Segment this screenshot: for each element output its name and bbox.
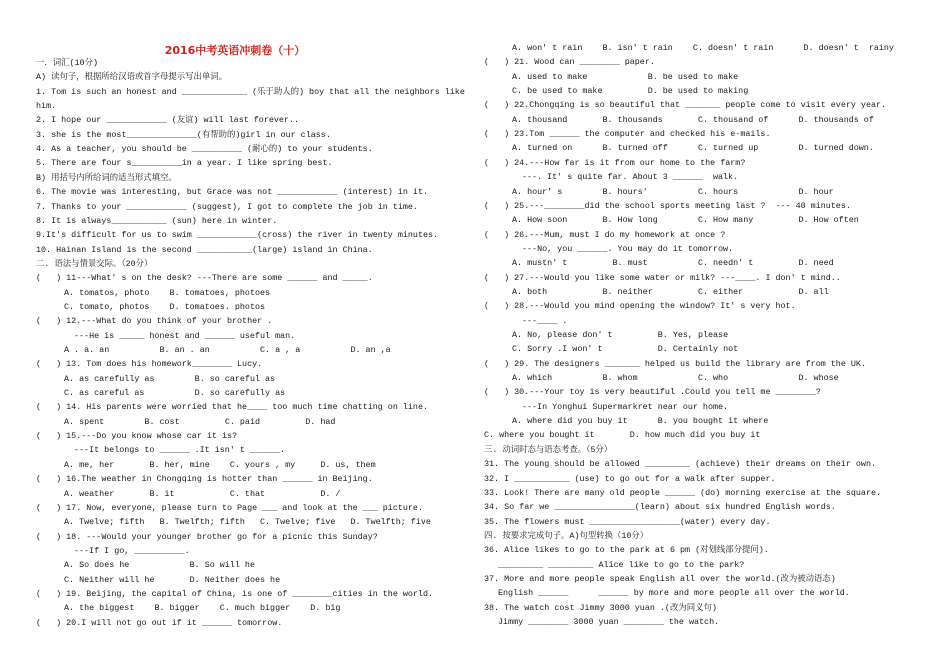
left-line: 9.It's difficult for us to swim ____________(cross) the river in twenty minutes. xyxy=(36,230,439,241)
left-line: ( ) 14. His parents were worried that he____ too much time chatting on line. xyxy=(36,402,429,413)
left-line: B) 用括号内所给词的适当形式填空。 xyxy=(36,172,177,183)
right-line: A. which B. whom C. who D. whose xyxy=(512,373,839,384)
left-line: 8. It is always___________ (sun) here in winter. xyxy=(36,215,278,226)
left-line: ( ) 11---What' s on the desk? ---There are some ______ and _____. xyxy=(36,273,373,284)
right-line: A. thousand B. thousands C. thousand of D. thousands of xyxy=(512,114,874,125)
left-line: ( ) 13. Tom does his homework________ Lucy. xyxy=(36,359,263,370)
right-line: ( ) 29. The designers _______ helped us build the library are from the UK. xyxy=(484,358,866,369)
left-line: ---He is _____ honest and ______ useful man. xyxy=(74,330,296,341)
left-line: 5. There are four s__________in a year. I like spring best. xyxy=(36,158,333,169)
right-line: ---In Yonghui Supermarkret near our home. xyxy=(522,401,729,412)
right-line: Jimmy ________ 3000 yuan ________ the watch. xyxy=(498,617,720,627)
right-line: 31. The young should be allowed _________ (achieve) their dreams on their own. xyxy=(484,459,877,470)
right-line: ( ) 23.Tom ______ the computer and checked his e-mails. xyxy=(484,129,771,140)
left-line: C. Neither will he D. Neither does he xyxy=(64,574,281,585)
right-line: C. be used to make D. be used to making xyxy=(512,86,749,97)
right-line: ( ) 26.---Mum, must I do my homework at once ? xyxy=(484,229,726,240)
right-line: ( ) 27.---Would you like some water or milk? ---____. I don' t mind.. xyxy=(484,272,841,283)
right-line: A. both B. neither C. either D. all xyxy=(512,286,829,297)
right-line: ( ) 28.---Would you mind opening the window? It' s very hot. xyxy=(484,301,796,312)
right-line: ( ) 25.---________did the school sports meeting last ? --- 40 minutes. xyxy=(484,200,851,211)
right-line: 三. 动词时态与语态考查。（5分） xyxy=(484,444,613,455)
left-line: A. the biggest B. bigger C. much bigger D. big xyxy=(64,603,341,614)
left-line: A . a. an B. an . an C. a , a D. an ,a xyxy=(64,345,391,355)
right-line: ( ) 21. Wood can ________ paper. xyxy=(484,57,655,68)
right-line: _________ _________ Alice like to go to the park? xyxy=(498,559,745,570)
left-line: ---If I go, __________. xyxy=(74,545,190,556)
right-line: A. won' t rain B. isn' t rain C. doesn' t rain D. doesn' t rainy xyxy=(512,43,894,53)
left-line: ( ) 19. Beijing, the capital of China, is one of ________cities in the world. xyxy=(36,588,434,599)
right-line: A. where did you buy it B. you bought it where xyxy=(512,416,769,427)
left-line: ( ) 16.The weather in Chongqing is hotter than ______ in Beijing. xyxy=(36,474,373,485)
right-line: ( ) 30.---Your toy is very beautiful .Could you tell me ________? xyxy=(484,387,821,398)
right-line: 38. The watch cost Jimmy 3000 yuan .(改为同义句) xyxy=(484,602,717,613)
left-line: A. me, her B. her, mine C. yours , my D. us, them xyxy=(64,459,376,470)
left-line: ---It belongs to ______ .It isn' t ______. xyxy=(74,445,286,456)
right-line: 34. So far we ________________(learn) about six hundred English words. xyxy=(484,502,836,513)
left-line: 3. she is the most______________(有帮助的)girl in our class. xyxy=(36,129,331,140)
left-line: ( ) 18. ---Would your younger brother go for a picnic this Sunday? xyxy=(36,531,378,542)
left-line: 7. Thanks to your ____________ (suggest), I got to complete the job in time. xyxy=(36,201,418,212)
left-line: 6. The movie was interesting, but Grace was not ____________ (interest) in it. xyxy=(36,187,429,198)
left-line: A) 读句子，根据所给汉语或首字母提示写出单词。 xyxy=(36,72,227,83)
left-line: A. Twelve; fifth B. Twelfth; fifth C. Twelve; five D. Twelfth; five xyxy=(64,517,431,528)
left-line: A. So does he B. So will he xyxy=(64,560,255,571)
right-line: 35. The flowers must __________________(water) every day. xyxy=(484,516,771,527)
left-line: ( ) 15.---Do you know whose car it is? xyxy=(36,431,238,442)
left-line: 1. Tom is such an honest and _____________ (乐于助人的) boy that all the neighbors like xyxy=(36,86,465,97)
right-line: 33. Look! There are many old people ______ (do) morning exercise at the square. xyxy=(484,487,882,498)
left-line: C. tomato, photos D. tomatoes. photos xyxy=(64,301,266,312)
left-line: him. xyxy=(36,101,57,112)
right-line: C. where you bought it D. how much did you buy it xyxy=(484,430,761,441)
right-line: 四. 按要求完成句子。A)句型转换（10分） xyxy=(484,530,649,541)
right-line: A. turned on B. turned off C. turned up D. turned down. xyxy=(512,143,874,154)
left-line: C. as careful as D. so carefully as xyxy=(64,388,286,399)
right-line: ---____ . xyxy=(522,315,568,326)
left-line: ( ) 17. Now, everyone, please turn to Page ___ and look at the ___ picture. xyxy=(36,502,423,513)
right-line: ( ) 24.---How far is it from our home to the farm? xyxy=(484,157,746,168)
left-line: 二. 语法与情景交际。（20分） xyxy=(36,258,153,269)
left-line: A. tomatos, photo B. tomatoes, photoes xyxy=(64,287,271,298)
right-line: A. No, please don' t B. Yes, please xyxy=(512,330,729,340)
left-line: ( ) 12.---What do you think of your brother . xyxy=(36,316,273,327)
left-line: ( ) 20.I will not go out if it ______ tomorrow. xyxy=(36,617,283,628)
left-line: 10. Hainan Island is the second ___________(large) island in China. xyxy=(36,244,373,255)
left-line: A. as carefully as B. so careful as xyxy=(64,373,276,384)
right-line: 32. I ___________ (use) to go out for a walk after supper. xyxy=(484,473,776,484)
right-line: A. used to make B. be used to make xyxy=(512,71,739,82)
page-title: 2016中考英语冲刺卷（十） xyxy=(164,44,306,57)
left-line: 2. I hope our ____________ (友谊) will last forever.. xyxy=(36,115,300,126)
right-line: C. Sorry .I won' t D. Certainly not xyxy=(512,344,739,355)
right-line: A. How soon B. How long C. How many D. How often xyxy=(512,215,859,226)
right-line: 37. More and more people speak English all over the world.(改为被动语态) xyxy=(484,573,836,584)
right-line: ---. It' s quite far. About 3 ______ walk. xyxy=(522,172,739,183)
right-line: 36. Alice likes to go to the park at 6 pm (对划线部分提问). xyxy=(484,545,769,556)
right-line: A. mustn' t B. must C. needn' t D. need xyxy=(512,258,834,269)
right-line: ( ) 22.Chongqing is so beautiful that _______ people come to visit every year. xyxy=(484,100,887,111)
left-line: A. weather B. it C. that D. / xyxy=(64,488,341,499)
right-line: A. hour' s B. hours' C. hours D. hour xyxy=(512,186,834,197)
right-line: ---No, you ______. You may do it tomorrow. xyxy=(522,243,734,254)
left-line: A. spent B. cost C. paid D. had xyxy=(64,416,336,427)
right-line: English ______ ______ by more and more people all over the world. xyxy=(498,588,850,599)
left-line: 4. As a teacher, you should be __________ (耐心的) to your students. xyxy=(36,144,373,155)
left-line: 一．词汇(10分) xyxy=(36,58,98,68)
